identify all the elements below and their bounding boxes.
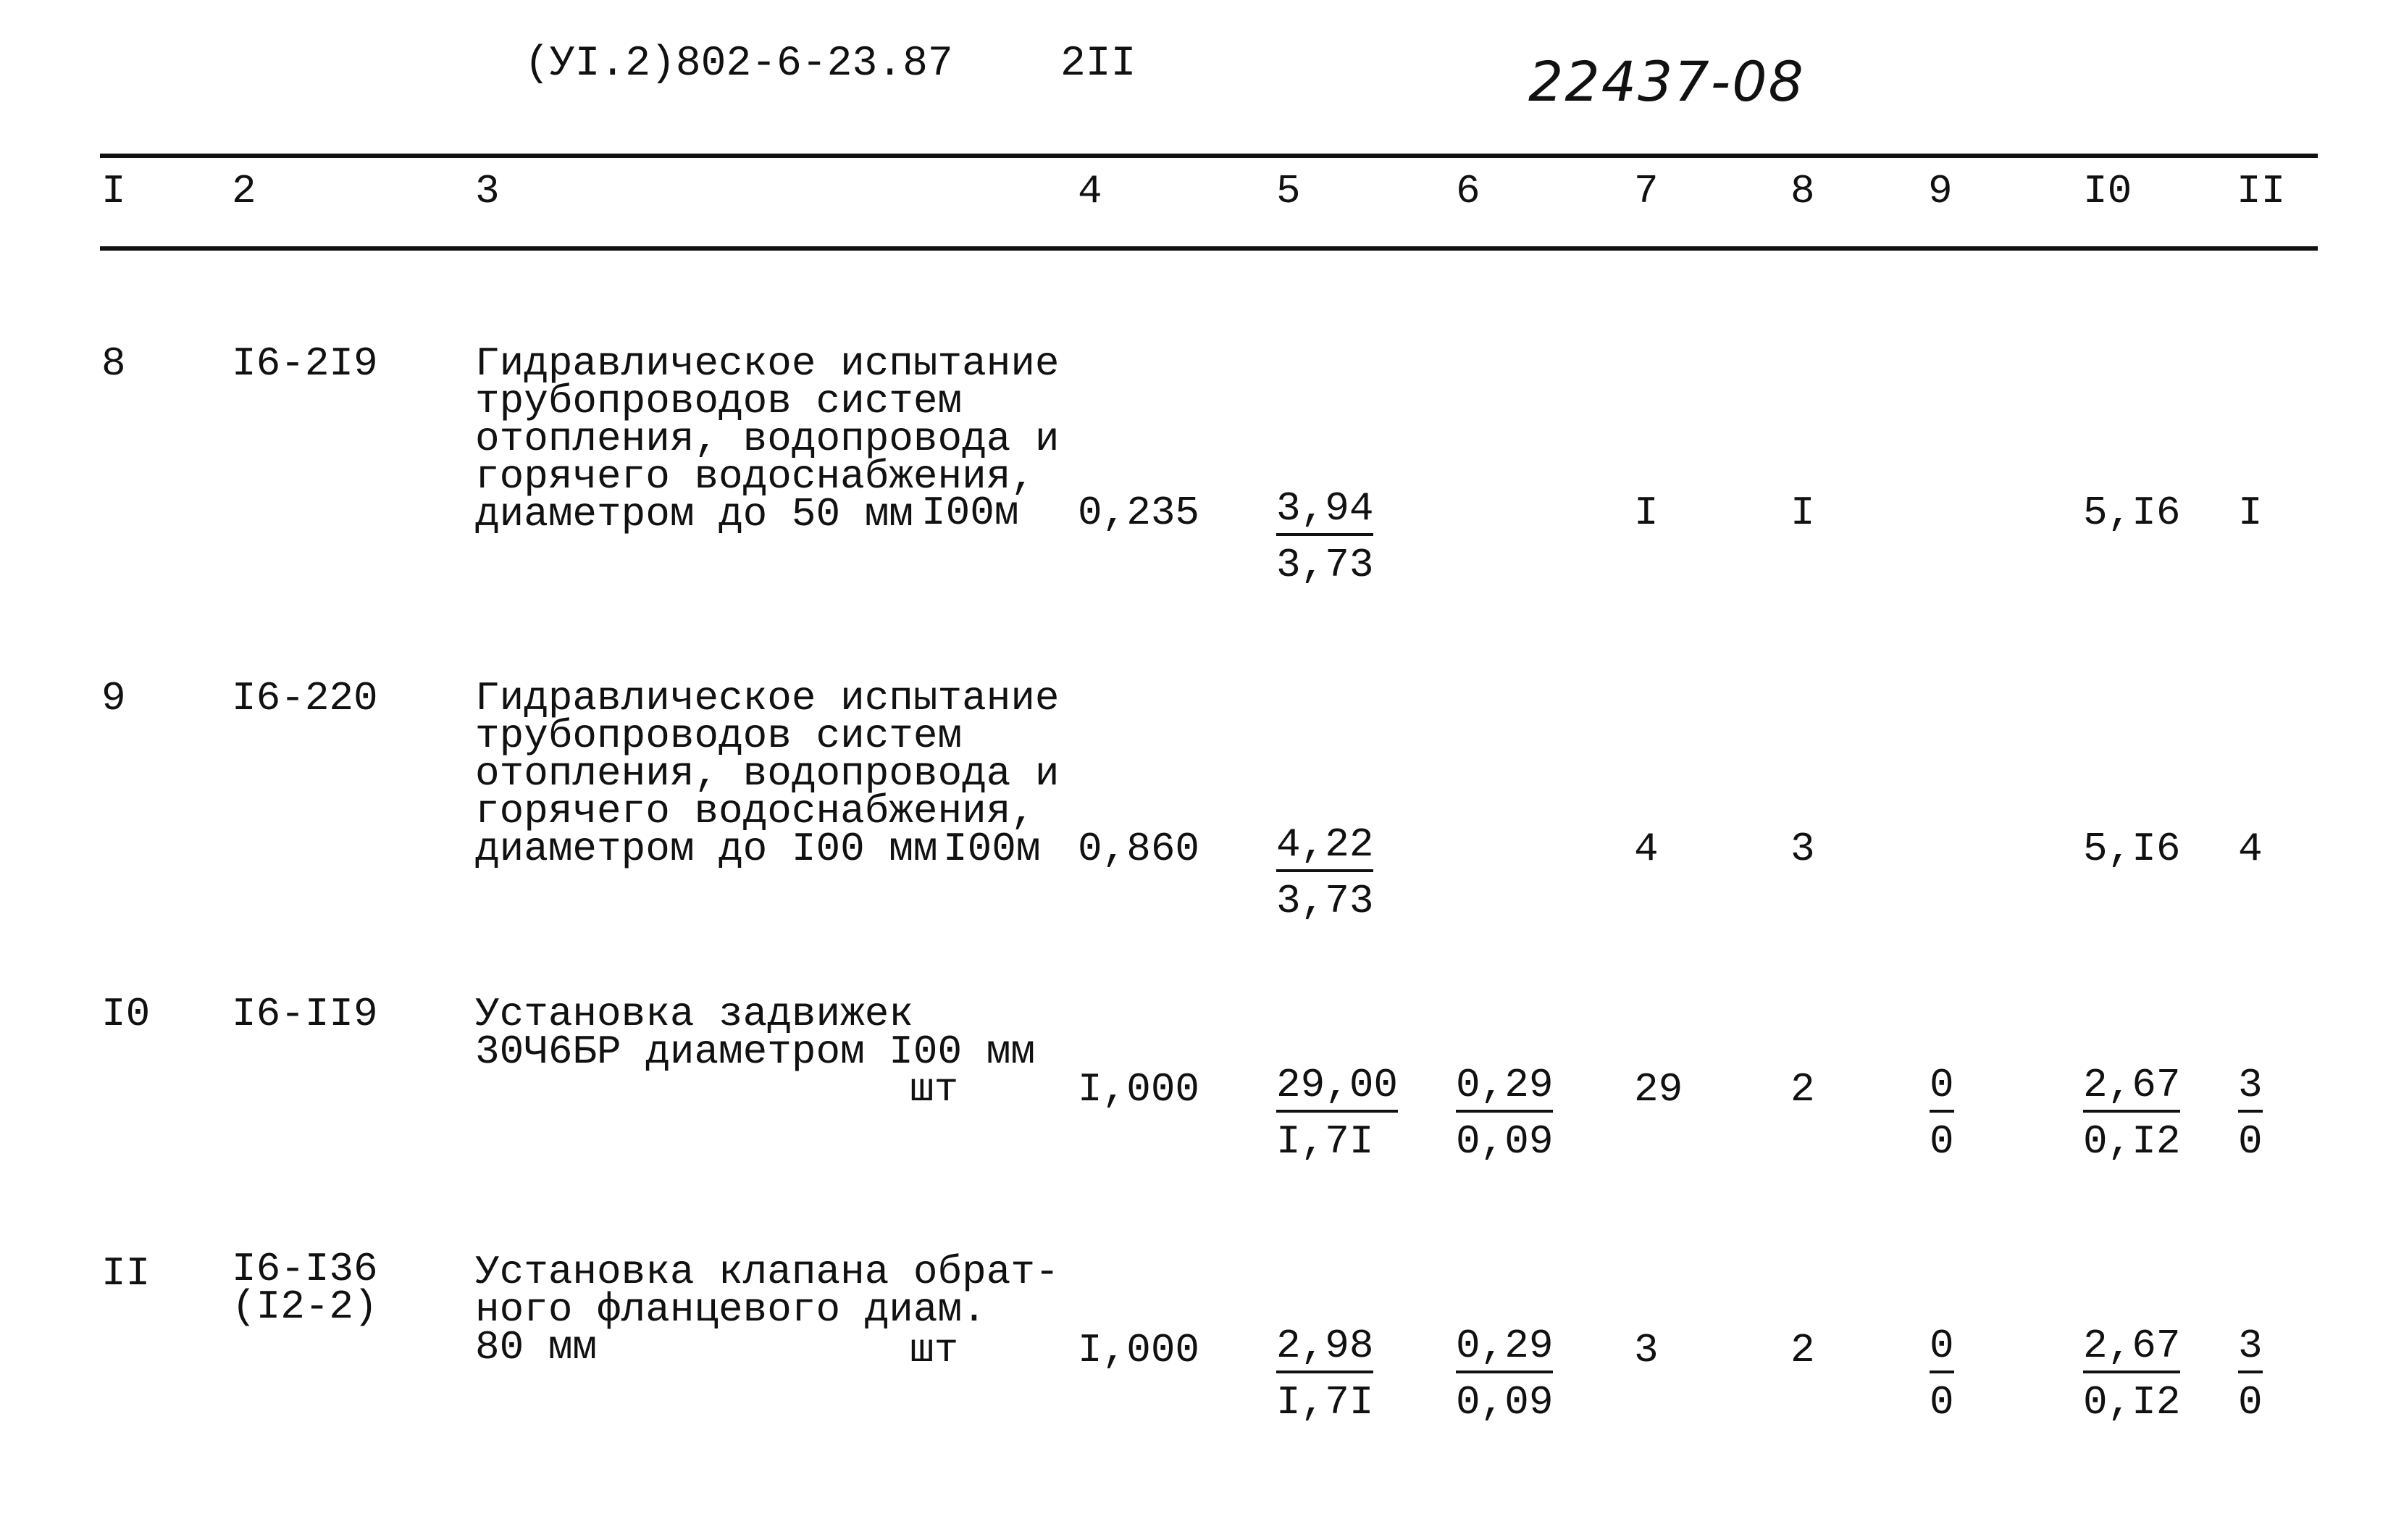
machine-fraction [1456,1060,1553,1171]
unit: I00м [943,826,1041,872]
norm-code: I6-2I9 [232,340,378,387]
col8-value: 3 [1790,826,1815,872]
page-number: 2II [1060,41,1136,88]
col10-top: 2,67 [2083,1060,2180,1113]
norm-code: I6-220 [232,675,378,721]
col7-value: 29 [1634,1066,1683,1113]
row-number: I0 [101,991,151,1037]
col-header-11: II [2237,168,2286,214]
cost-total: 29,00 [1276,1060,1398,1113]
col11-value: I [2238,490,2263,536]
col11-bottom: 0 [2238,1118,2263,1165]
col9-fraction [1930,1321,1954,1431]
machine-wages: 0,09 [1456,1118,1554,1165]
unit: шт [910,1066,959,1113]
col-header-7: 7 [1634,168,1659,214]
col10-bottom: 0,I2 [2083,1379,2181,1426]
cost-wages: 3,73 [1276,542,1374,588]
cost-fraction [1276,484,1373,594]
machine-wages: 0,09 [1456,1379,1554,1426]
col-header-3: 3 [475,168,500,214]
cost-fraction [1276,1060,1398,1171]
col-header-9: 9 [1928,168,1953,214]
col10-top: 2,67 [2083,1321,2180,1373]
row-number: 9 [101,675,126,721]
col11-top: 3 [2238,1321,2263,1373]
col10-value: 5,I6 [2083,490,2181,536]
norm-code: I6-II9 [232,991,378,1037]
col9-fraction [1930,1060,1954,1171]
quantity: I,000 [1078,1066,1200,1113]
col9-bottom: 0 [1930,1118,1954,1165]
col11-top: 3 [2238,1060,2263,1113]
cost-total: 4,22 [1276,820,1373,872]
cost-wages: I,7I [1276,1118,1374,1165]
document-code: (УI.2)802-6-23.87 [524,41,953,88]
cost-total: 2,98 [1276,1321,1373,1373]
row-number: II [101,1250,151,1297]
col8-value: I [1790,490,1815,536]
table-top-rule [100,154,2318,158]
norm-code-ref: (I2-2) [232,1284,378,1330]
cost-fraction [1276,820,1373,930]
col10-bottom: 0,I2 [2083,1118,2181,1165]
col11-fraction [2238,1321,2263,1431]
cost-total: 3,94 [1276,484,1373,536]
machine-cost: 0,29 [1456,1060,1553,1113]
col11-fraction [2238,1060,2263,1171]
row-number: 8 [101,340,126,387]
col7-value: I [1634,490,1659,536]
quantity: I,000 [1078,1327,1200,1373]
col9-top: 0 [1930,1060,1954,1113]
quantity: 0,860 [1078,826,1200,872]
col-header-5: 5 [1276,168,1301,214]
col7-value: 3 [1634,1327,1659,1373]
col11-bottom: 0 [2238,1379,2263,1426]
work-description: Установка клапана обрат- ного фланцевого диам. 80 мм [475,1249,1060,1370]
norm-code: I6-I36 [232,1246,378,1292]
col9-top: 0 [1930,1321,1954,1373]
col-header-1: I [101,168,126,214]
col7-value: 4 [1634,826,1659,872]
col8-value: 2 [1790,1066,1815,1113]
work-description: Гидравлическое испытание трубопроводов систем отопления, водопровода и горячего водоснабжения, диаметром до 50 мм [475,340,1060,537]
col-header-6: 6 [1456,168,1480,214]
work-description: Установка задвижек 30Ч6БР диаметром I00 мм [475,991,1035,1075]
unit: шт [910,1327,959,1373]
cost-wages: 3,73 [1276,878,1374,924]
quantity: 0,235 [1078,490,1200,536]
cost-wages: I,7I [1276,1379,1374,1426]
unit: I00м [921,490,1019,536]
col10-value: 5,I6 [2083,826,2181,872]
col-header-2: 2 [232,168,256,214]
col-header-4: 4 [1078,168,1102,214]
work-description: Гидравлическое испытание трубопроводов систем отопления, водопровода и горячего водоснабжения, диаметром до I00 мм [475,675,1060,872]
col10-fraction [2083,1321,2180,1431]
col8-value: 2 [1790,1327,1815,1373]
machine-cost: 0,29 [1456,1321,1553,1373]
col9-bottom: 0 [1930,1379,1954,1426]
cost-fraction [1276,1321,1373,1431]
col-header-8: 8 [1790,168,1815,214]
col10-fraction [2083,1060,2180,1171]
col11-value: 4 [2238,826,2263,872]
handwritten-stamp: 22437-08 [1528,49,1805,114]
col-header-10: I0 [2083,168,2132,214]
machine-fraction [1456,1321,1553,1431]
table-header-rule [100,246,2318,251]
